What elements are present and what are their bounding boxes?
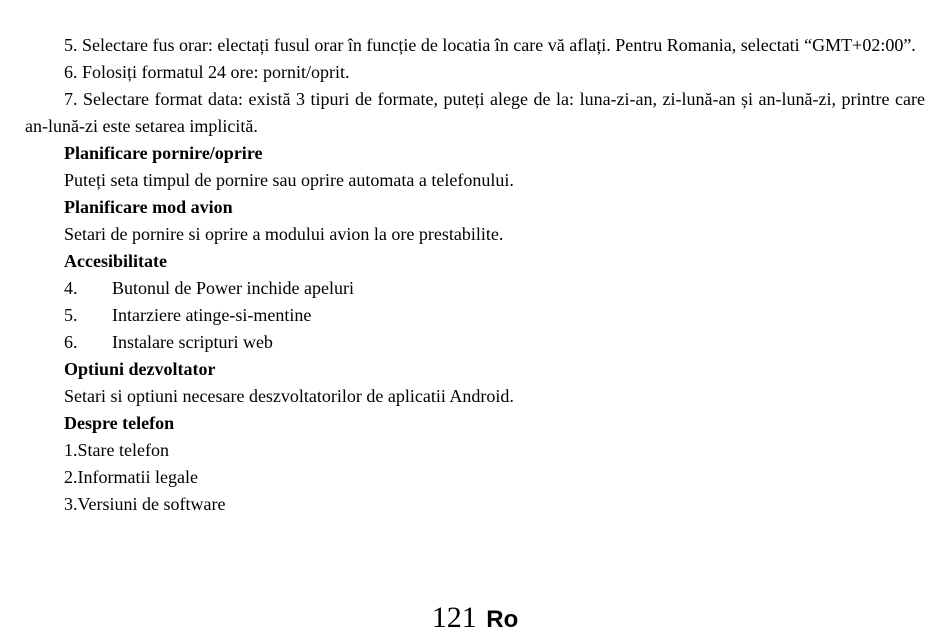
document-body (25, 32, 925, 518)
heading-schedule: Planificare pornire/oprire (64, 143, 263, 163)
list-item (25, 302, 925, 329)
list-item-number: 5. (64, 305, 78, 325)
list-item-text: Intarziere atinge-si-mentine (112, 305, 312, 325)
paragraph-date-format: 7. Selectare format data: există 3 tipuri de formate, puteți alege de la: luna-zi-an, zi-lună-an și an-lună-zi, printre care an-lună-zi este setarea implicită. (25, 89, 925, 136)
heading-airplane: Planificare mod avion (64, 197, 233, 217)
list-item-number: 4. (64, 278, 78, 298)
list-item: 1.Stare telefon (64, 440, 169, 460)
list-item: 3.Versiuni de software (64, 494, 226, 514)
paragraph-24h-format: 6. Folosiți formatul 24 ore: pornit/oprit. (64, 62, 350, 82)
list-item (25, 329, 925, 356)
paragraph-timezone: 5. Selectare fus orar: electați fusul orar în funcție de locatia în care vă aflați. Pentru Romania, selectati “GMT+02:00”. (64, 35, 916, 55)
list-item-text: Butonul de Power inchide apeluri (112, 278, 354, 298)
list-item-number: 6. (64, 332, 78, 352)
page-footer (0, 598, 950, 640)
heading-about: Despre telefon (64, 413, 175, 433)
text-developer: Setari si optiuni necesare deszvoltatorilor de aplicatii Android. (64, 386, 514, 406)
text-airplane: Setari de pornire si oprire a modului avion la ore prestabilite. (64, 224, 504, 244)
list-item-text: Instalare scripturi web (112, 332, 273, 352)
heading-accessibility: Accesibilitate (64, 251, 167, 271)
language-code: Ro (486, 606, 519, 633)
list-item: 2.Informatii legale (64, 467, 198, 487)
text-schedule: Puteți seta timpul de pornire sau oprire automata a telefonului. (64, 170, 514, 190)
heading-developer: Optiuni dezvoltator (64, 359, 216, 379)
list-item (25, 275, 925, 302)
page-number: 121 (431, 601, 477, 634)
